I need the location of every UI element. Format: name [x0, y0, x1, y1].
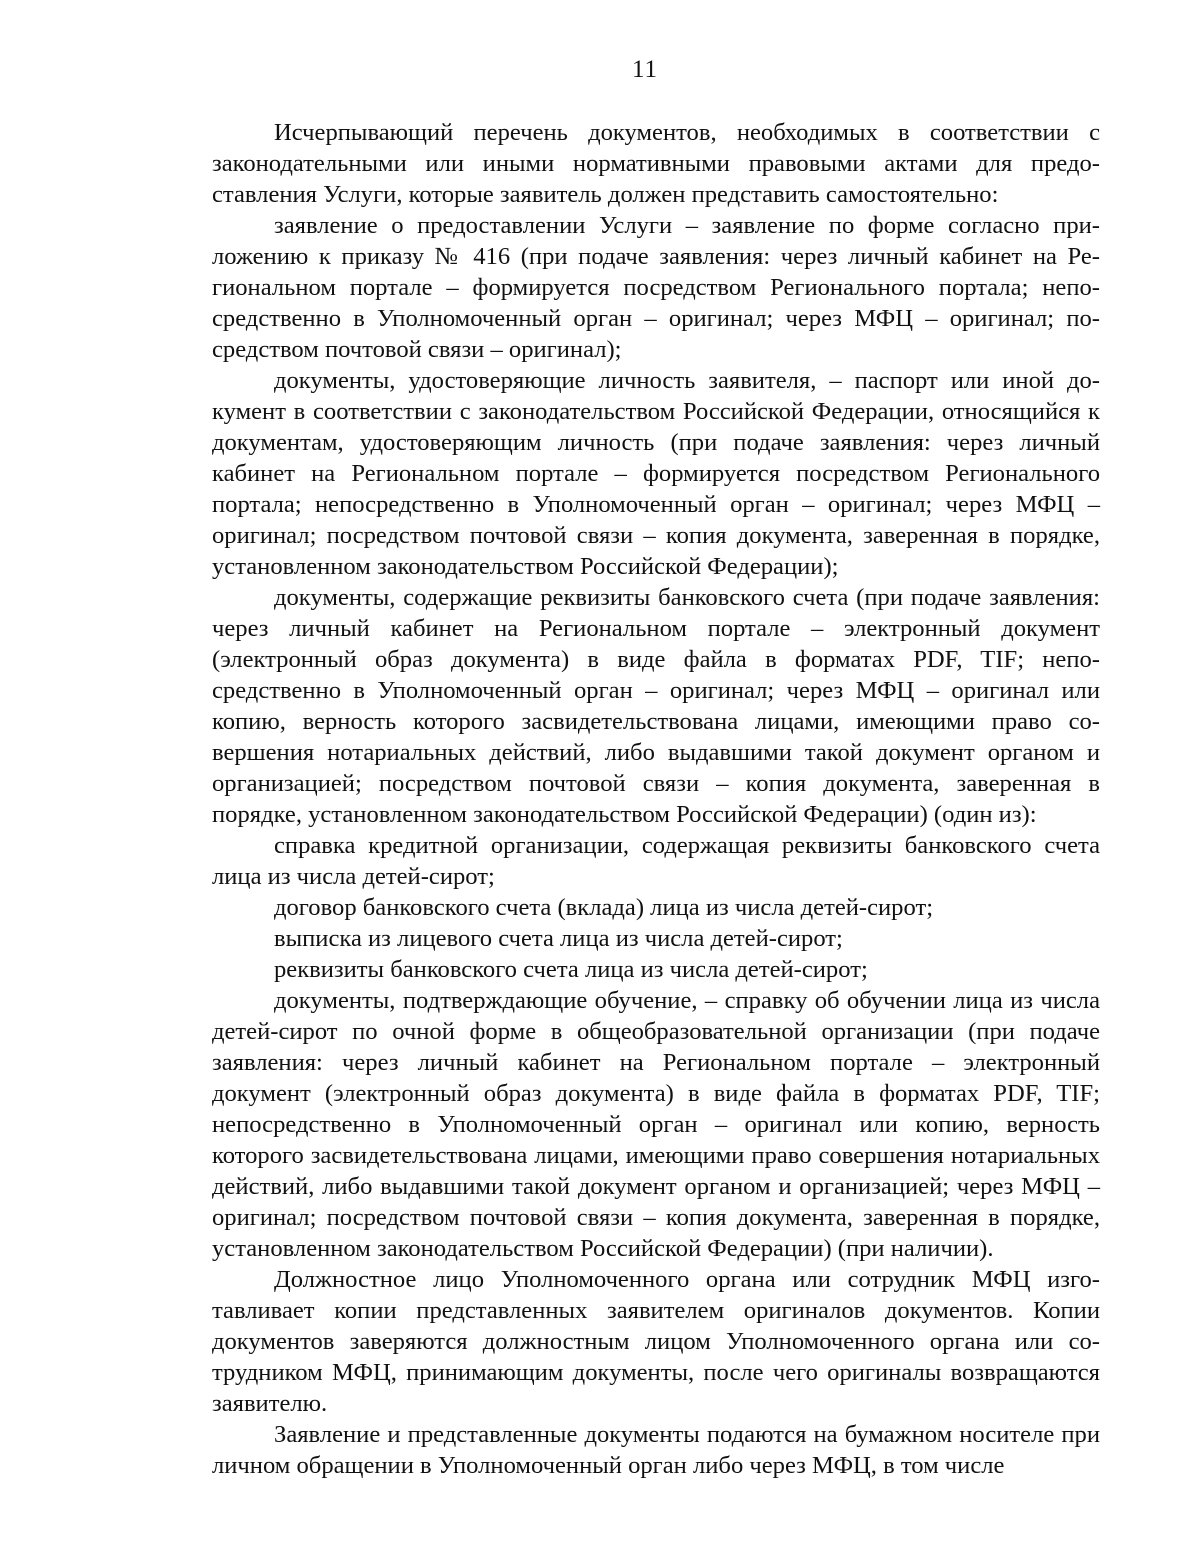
paragraph-submission: Заявление и представленные документы подаются на бумажном носителе при личном обращении в Уполномоченный орган либо через МФЦ, в том числе — [212, 1421, 1100, 1479]
list-item-bank-certificate: справка кредитной организации, содержащая реквизиты банковского счета лица из числа детей-сирот; — [212, 832, 1100, 890]
paragraph-copies-certification: Должностное лицо Уполномоченного органа или сотрудник МФЦ изготавливает копии представленных заявителем оригиналов документов. Копии документов заверяются должностным лицом Уполномоченного органа или сотрудником МФЦ, принимающим документы, после чего оригиналы возвращаются заявителю. — [212, 1266, 1100, 1417]
paragraph-identity-documents: документы, удостоверяющие личность заявителя, – паспорт или иной документ в соответствии с законодательством Российской Федерации, относящийся к документам, удостоверяющим личность (при подаче заявления: через личный кабинет на Региональном портале – формируется посредством Регионального портала; непосредственно в Уполномоченный орган – оригинал; через МФЦ – оригинал; посредством почтовой связи – копия документа, заверенная в порядке, установленном законодательством Российской Федерации); — [212, 367, 1100, 580]
document-body — [212, 117, 1100, 1481]
list-item-account-statement: выписка из лицевого счета лица из числа детей-сирот; — [274, 925, 843, 952]
page-number: 11 — [631, 56, 659, 83]
paragraph-application: заявление о предоставлении Услуги – заявление по форме согласно приложению к приказу № 416 (при подаче заявления: через личный кабинет на Региональном портале – формируется посредством Регионального портала; непосредственно в Уполномоченный орган – оригинал; через МФЦ – оригинал; посредством почтовой связи – оригинал); — [212, 212, 1100, 363]
paragraph-documents-list-intro: Исчерпывающий перечень документов, необходимых в соответствии с законодательными или иными нормативными правовыми актами для предоставления Услуги, которые заявитель должен представить самостоятельно: — [212, 119, 1100, 208]
list-item-bank-contract: договор банковского счета (вклада) лица из числа детей-сирот; — [274, 894, 934, 921]
paragraph-bank-account-documents: документы, содержащие реквизиты банковского счета (при подаче заявления: через личный кабинет на Региональном портале – электронный документ (электронный образ документа) в виде файла в форматах PDF, TIF; непосредственно в Уполномоченный орган – оригинал; через МФЦ – оригинал или копию, верность которого засвидетельствована лицами, имеющими право совершения нотариальных действий, либо выдавшими такой документ органом и организацией; посредством почтовой связи – копия документа, заверенная в порядке, установленном законодательством Российской Федерации) (один из): — [212, 584, 1100, 828]
list-item-bank-details: реквизиты банковского счета лица из числа детей-сирот; — [274, 956, 868, 983]
paragraph-education-documents: документы, подтверждающие обучение, – справку об обучении лица из числа детей-сирот по очной форме в общеобразовательной организации (при подаче заявления: через личный кабинет на Региональном портале – электронный документ (электронный образ документа) в виде файла в форматах PDF, TIF; непосредственно в Уполномоченный орган – оригинал или копию, верность которого засвидетельствована лицами, имеющими право совершения нотариальных действий, либо выдавшими такой документ органом и организацией; через МФЦ – оригинал; посредством почтовой связи – копия документа, заверенная в порядке, установленном законодательством Российской Федерации) (при наличии). — [212, 987, 1100, 1262]
